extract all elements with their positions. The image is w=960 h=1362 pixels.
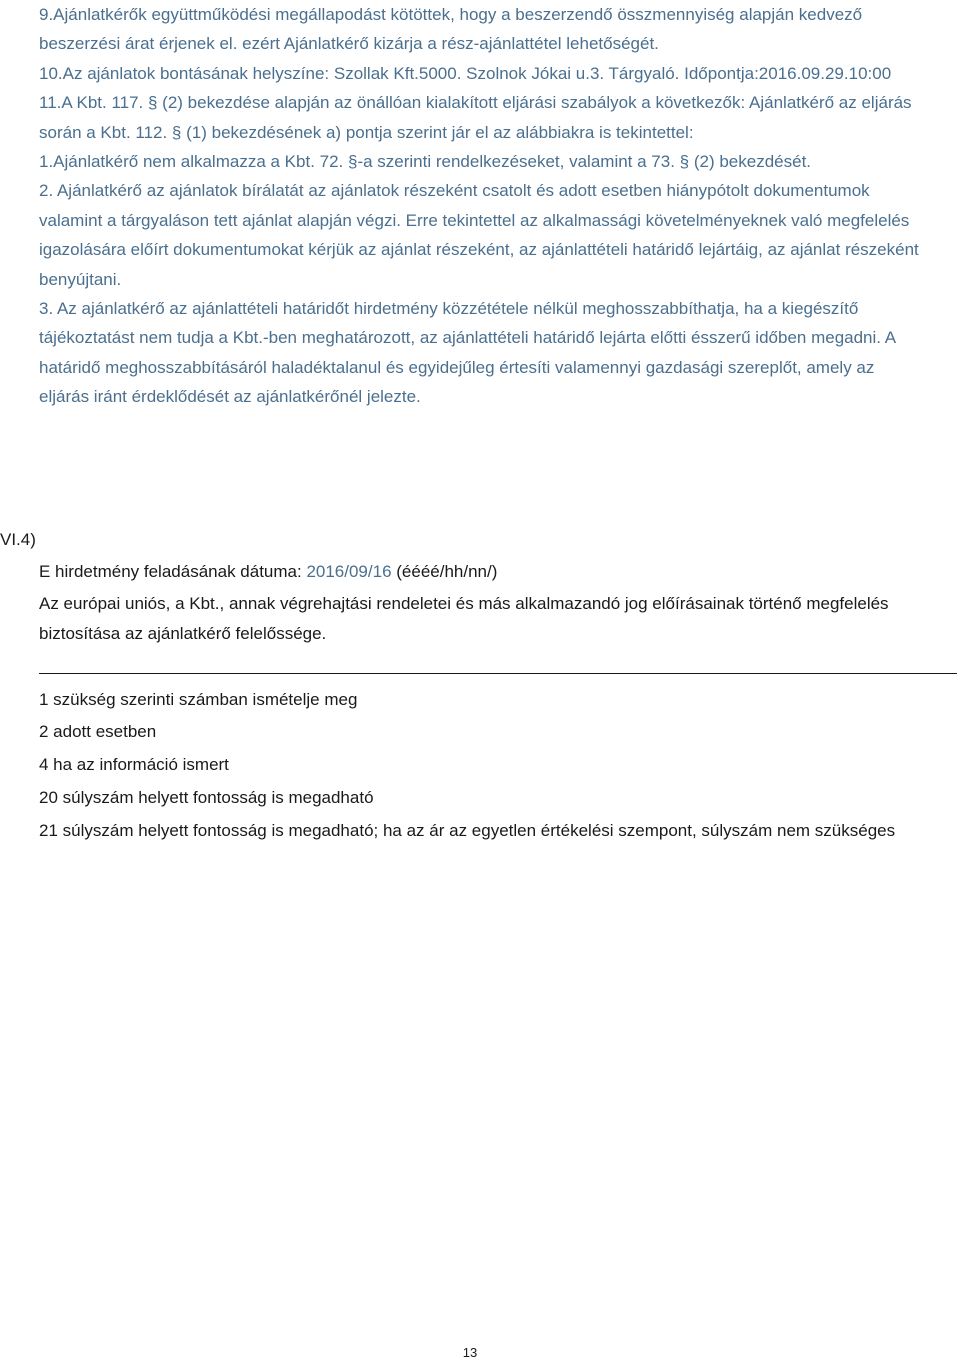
rule-1: 1.Ajánlatkérő nem alkalmazza a Kbt. 72. §-a szerinti rendelkezéseket, valamint a 73. § (2) bekezdését. bbox=[39, 152, 812, 172]
dispatch-date: 2016/09/16 bbox=[306, 562, 392, 581]
paragraph-11: 11.A Kbt. 117. § (2) bekezdése alapján az önállóan kialakított eljárási szabályok a következők: Ajánlatkérő az eljárás során a Kbt. 112. § (1) bekezdésének a) pontja szerint jár el az alábbiakra is tekintettel: bbox=[39, 93, 912, 142]
page-number: 13 bbox=[462, 1345, 478, 1360]
compliance-text: Az európai uniós, a Kbt., annak végrehajtási rendeletei és más alkalmazandó jog előírásainak történő megfelelés biztosítása az ajánlatkérő felelőssége. bbox=[39, 594, 889, 643]
footnote-21: 21 súlyszám helyett fontosság is megadható; ha az ár az egyetlen értékelési szempont, súlyszám nem szükséges bbox=[39, 821, 896, 840]
paragraph-9: 9.Ajánlatkérők együttműködési megállapodást kötöttek, hogy a beszerzendő összmennyiség alapján kedvező beszerzési árat érjenek el. ezért Ajánlatkérő kizárja a rész-ajánlattétel lehetőségét. bbox=[39, 5, 863, 54]
rule-2: 2. Ajánlatkérő az ajánlatok bírálatát az ajánlatok részeként csatolt és adott esetben hiánypótolt dokumentumok valamint a tárgyaláson tett ajánlat alapján végzi. Erre tekintettel az alkalmassági követelményeknek való megfelelés igazolására előírt dokumentumokat kérjük az ajánlat részeként, az ajánlattételi határidő lejártáig, az ajánlat részeként benyújtani. bbox=[39, 181, 919, 289]
footnote-4: 4 ha az információ ismert bbox=[39, 755, 229, 774]
dispatch-date-line bbox=[39, 557, 919, 586]
dispatch-label: E hirdetmény feladásának dátuma: bbox=[39, 562, 307, 581]
rule-3: 3. Az ajánlatkérő az ajánlattételi határidőt hirdetmény közzététele nélkül meghosszabbíthatja, ha a kiegészítő tájékoztatást nem tudja a Kbt.-ben meghatározott, az ajánlattételi határidő lejárta előtti ésszerű időben megadni. A határidő meghosszabbításáról haladéktalanul és egyidejűleg értesíti valamennyi gazdasági szereplőt, amely az eljárás iránt érdeklődését az ajánlatkérőnél jelezte. bbox=[39, 299, 896, 407]
footnote-1: 1 szükség szerinti számban ismételje meg bbox=[39, 690, 358, 709]
procedure-rules-block bbox=[39, 0, 919, 412]
section-label: VI.4) bbox=[0, 530, 36, 549]
footnote-divider bbox=[39, 673, 957, 674]
footnote-20: 20 súlyszám helyett fontosság is megadható bbox=[39, 788, 374, 807]
footnote-2: 2 adott esetben bbox=[39, 722, 157, 741]
paragraph-10: 10.Az ajánlatok bontásának helyszíne: Szollak Kft.5000. Szolnok Jókai u.3. Tárgyaló. Időpontja:2016.09.29.10:00 bbox=[39, 63, 892, 83]
dispatch-format: (éééé/hh/nn/) bbox=[391, 562, 498, 581]
